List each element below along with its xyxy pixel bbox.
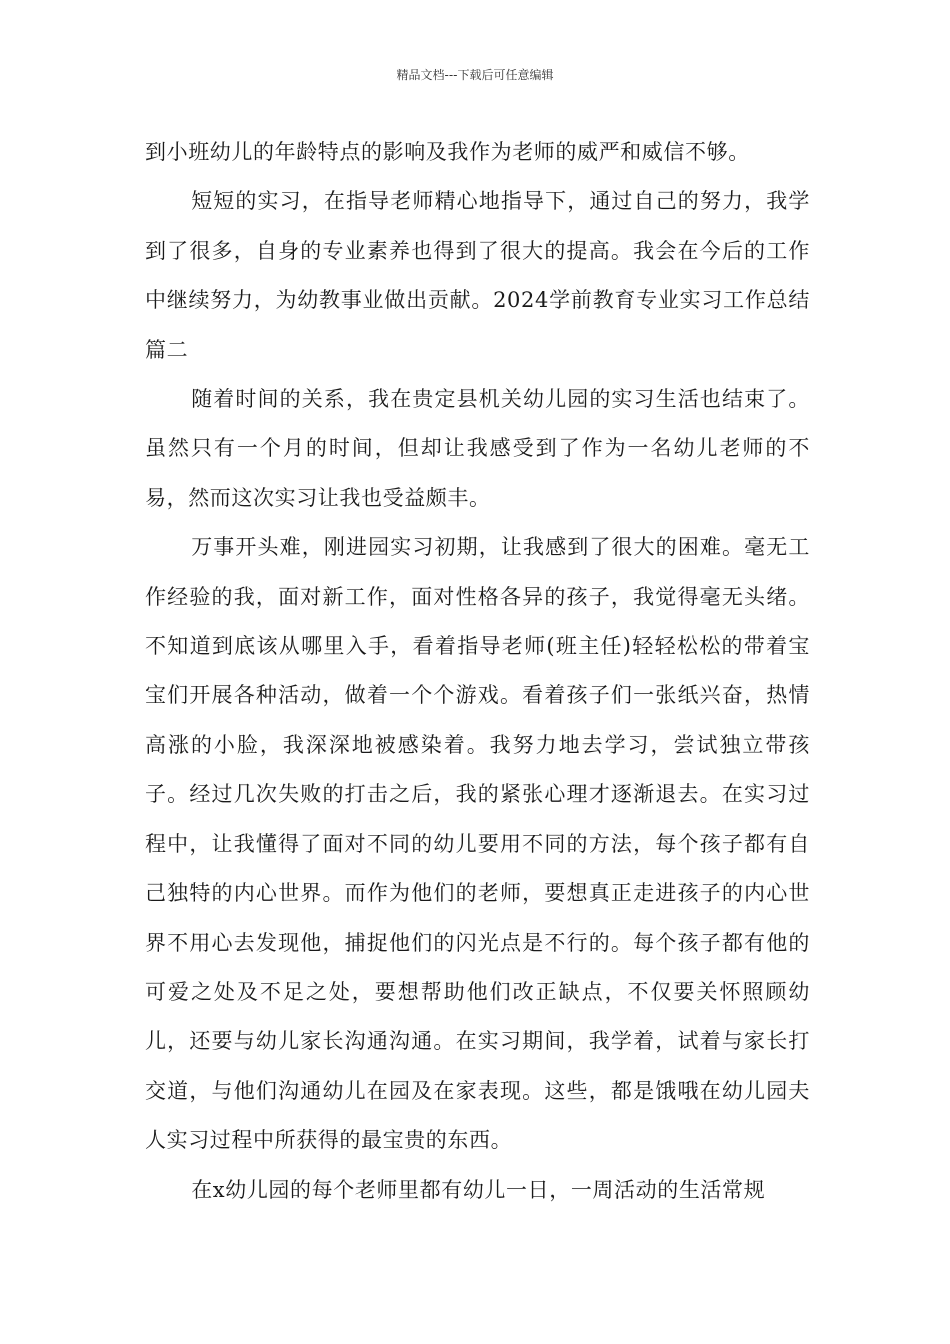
paragraph-4: 万事开头难，刚进园实习初期，让我感到了很大的困难。毫无工作经验的我，面对新工作，面对性格各异的孩子，我觉得毫无头绪。不知道到底该从哪里入手，看着指导老师(班主任)轻轻松松的带着宝宝们开展各种活动，做着一个个游戏。看着孩子们一张纸兴奋，热情高涨的小脸，我深深地被感染着。我努力地去学习，尝试独立带孩子。经过几次失败的打击之后，我的紧张心理才逐渐退去。在实习过程中，让我懂得了面对不同的幼儿要用不同的方法，每个孩子都有自己独特的内心世界。而作为他们的老师，要想真正走进孩子的内心世界不用心去发现他，捕捉他们的闪光点是不行的。每个孩子都有他的可爱之处及不足之处，要想帮助他们改正缺点，不仅要关怀照顾幼儿，还要与幼儿家长沟通沟通。在实习期间，我学着，试着与家长打交道，与他们沟通幼儿在园及在家表现。这些，都是饿哦在幼儿园夫人实习过程中所获得的最宝贵的东西。 bbox=[145, 535, 810, 1153]
paragraph-1: 到小班幼儿的年龄特点的影响及我作为老师的威严和威信不够。 bbox=[145, 140, 750, 164]
document-body bbox=[145, 128, 810, 1215]
page-header: 精品文档---下载后可任意编辑 bbox=[396, 68, 554, 82]
paragraph-5: 在x幼儿园的每个老师里都有幼儿一日，一周活动的生活常规 bbox=[191, 1177, 766, 1202]
paragraph-3: 随着时间的关系，我在贵定县机关幼儿园的实习生活也结束了。虽然只有一个月的时间，但却让我感受到了作为一名幼儿老师的不易，然而这次实习让我也受益颇丰。 bbox=[145, 387, 810, 510]
paragraph-2: 短短的实习，在指导老师精心地指导下，通过自己的努力，我学到了很多，自身的专业素养也得到了很大的提高。我会在今后的工作中继续努力，为幼教事业做出贡献。2024学前教育专业实习工作总结篇二 bbox=[145, 189, 810, 362]
